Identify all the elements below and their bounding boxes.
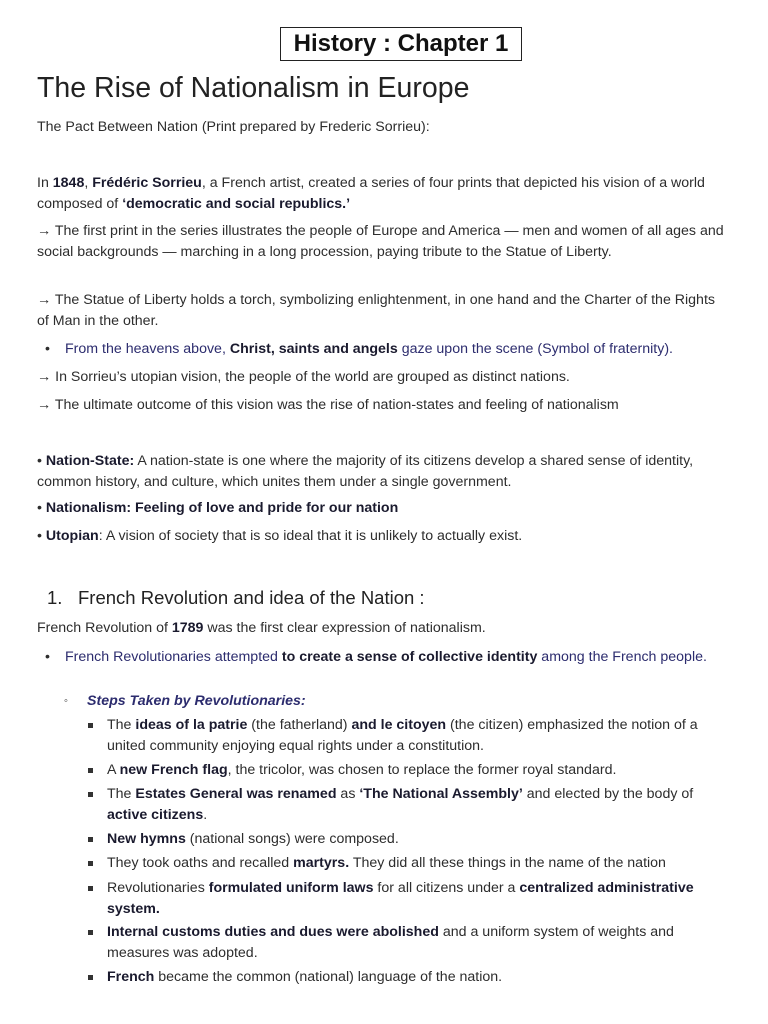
definition-utopian: • Utopian: A vision of society that is so ideal that it is unlikely to actually exist. <box>37 528 523 544</box>
square-bullet-icon <box>88 837 93 842</box>
section-heading: 1. French Revolution and idea of the Nation : <box>47 587 425 608</box>
square-bullet-icon <box>88 861 93 866</box>
square-bullet-icon <box>88 886 93 891</box>
paragraph-utopian-vision: → In Sorrieu’s utopian vision, the people of the world are grouped as distinct nations. <box>37 369 570 385</box>
steps-label: Steps Taken by Revolutionaries: <box>87 693 306 709</box>
square-bullet-icon <box>88 975 93 980</box>
paragraph-outcome: → The ultimate outcome of this vision was the rise of nation-states and feeling of nationalism <box>37 397 619 413</box>
definition-nationalism: • Nationalism: Feeling of love and pride for our nation <box>37 500 399 516</box>
page-title: The Rise of Nationalism in Europe <box>37 72 470 104</box>
square-bullet-icon <box>88 723 93 728</box>
square-bullet-icon <box>88 930 93 935</box>
pact-line: The Pact Between Nation (Print prepared by Frederic Sorrieu): <box>37 119 430 135</box>
paragraph-sorrieu: In 1848, Frédéric Sorrieu, a French artist, created a series of four prints that depicted his vision of a world composed of ‘democratic and social republics.’ <box>37 175 705 212</box>
definition-nation-state: • Nation-State: A nation-state is one where the majority of its citizens develop a shared sense of identity, common history, and culture, which unites them under a single government. <box>37 453 694 490</box>
bullet-icon: • <box>45 649 50 665</box>
paragraph-statue: → The Statue of Liberty holds a torch, symbolizing enlightenment, in one hand and the Charter of the Rights of Man in the other. <box>37 292 715 329</box>
square-bullet-icon <box>88 792 93 797</box>
hollow-bullet-icon: ◦ <box>64 695 68 707</box>
bullet-icon: • <box>45 341 50 357</box>
paragraph-first-print: → The first print in the series illustrates the people of Europe and America — men and women of all ages and social backgrounds — marching in a long procession, paying tribute to the Statue of Liberty. <box>37 223 724 260</box>
paragraph-1789: French Revolution of 1789 was the first clear expression of nationalism. <box>37 620 486 636</box>
document-page: History : Chapter 1 The Rise of Nationalism in Europe The Pact Between Nation (Print prepared by Frederic Sorrieu): In 1848, Frédéric Sorrieu, a French artist, created a series of four prints that depicted his vision of a world composed of ‘democratic and social republics.’ → The first print in the series illustrates the people of Europe and America — men and women of all ages and social backgrounds — marching in a long procession, paying tribute to the Statue of Liberty. → The Statue of Liberty holds a torch, symbolizing enlightenment, in one hand and the Charter of the Rights of Man in the other. • From the heavens above, Christ, saints and angels gaze upon the scene (Symbol of fraternity). → In Sorrieu’s utopian vision, the people of the world are grouped as distinct nations. → The ultimate outcome of this vision was the rise of nation-states and feeling of nationalism • Nation-State: A nation-state is one where the majority of its citizens develop a shared sense of identity, common history, and culture, which unites them under a single government. • Nationalism: Feeling of love and pride for our nation • Utopian: A vision of society that is so ideal that it is unlikely to actually exist. 1. French Revolution and idea of the Nation : French Revolution of 1789 was the first clear expression of nationalism. • French Revolutionaries attempted to create a sense of collective identity among the French people. ◦ Steps Taken by Revolutionaries: The ideas of la patrie (the fatherland) and le citoyen (the citizen) emphasized the notion of a united community enjoying equal rights under a constitution. A new French flag, the tricolor, was chosen to replace the former royal standard. The Estates General was renamed as ‘The National Assembly’ and elected by the body of active citizens. New hymns (national songs) were composed. They took oaths and recalled martyrs. They did all these things in the name of the nation Revolutionaries formulated uniform laws for all citizens under a centralized administrative system. Internal customs duties and dues were abolished and a uniform system of weights and measures was adopted. French became the common (national) language of the nation. <box>0 0 768 1024</box>
chapter-heading: History : Chapter 1 <box>280 27 522 61</box>
square-bullet-icon <box>88 768 93 773</box>
